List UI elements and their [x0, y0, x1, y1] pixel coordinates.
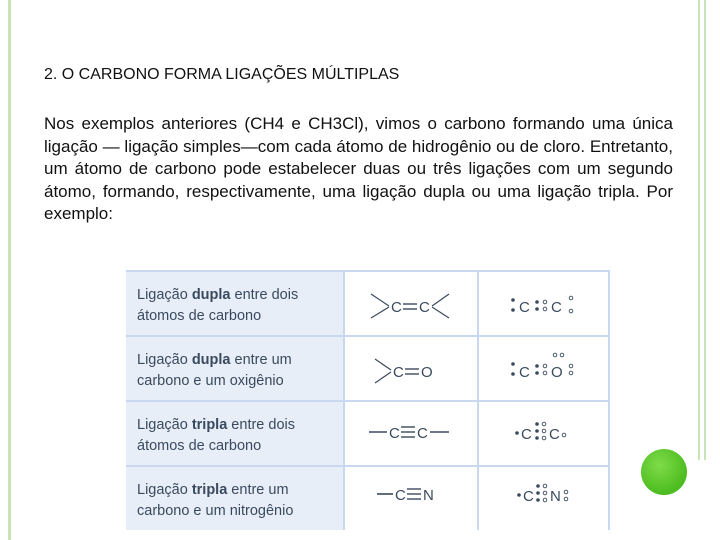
electronic-formula-cell [479, 337, 608, 400]
atom-label: C [523, 488, 534, 505]
double-bond-co-structure [345, 337, 477, 400]
structural-formula-cell [345, 337, 477, 400]
triple-bond-cc-electronic [479, 402, 608, 465]
table-row [126, 272, 610, 335]
atom-label: C [519, 299, 530, 316]
atom-label: C [519, 364, 530, 381]
row-label-cell: Ligação dupla entre um carbono e um oxigênio [126, 337, 343, 400]
atom-label: C [521, 426, 532, 443]
atom-label: C [395, 487, 406, 504]
atom-label: C [389, 425, 400, 442]
atom-label: C [417, 425, 428, 442]
atom-label: O [551, 364, 563, 381]
atom-label: C [549, 426, 560, 443]
atom-label: N [423, 487, 434, 504]
structural-formula-cell [345, 402, 477, 465]
atom-label: C [551, 299, 562, 316]
bond-table [126, 270, 610, 530]
triple-bond-cn-electronic [479, 467, 608, 530]
atom-label: N [550, 488, 561, 505]
double-bond-co-electronic [479, 337, 608, 400]
structural-formula-cell [345, 467, 477, 530]
electronic-formula-cell [479, 402, 608, 465]
row-label-cell: Ligação tripla entre dois átomos de carbono [126, 402, 343, 465]
structural-formula-cell [345, 272, 477, 335]
row-label-cell: Ligação dupla entre dois átomos de carbono [126, 272, 343, 335]
slide-frame-left [8, 0, 11, 540]
slide-frame-right [698, 0, 706, 460]
atom-label: C [393, 364, 404, 381]
double-bond-cc-electronic [479, 272, 608, 335]
atom-label: C [419, 299, 430, 316]
triple-bond-cc-structure [345, 402, 477, 465]
slide-paragraph: Nos exemplos anteriores (CH4 e CH3Cl), vimos o carbono formando uma única ligação — ligação simples—com cada átomo de hidrogênio ou de cloro. Entretanto, um átomo de carbono pode estabelecer duas ou três ligações com um segundo átomo, formando, respectivamente, uma ligação dupla ou uma ligação tripla. Por exemplo: [44, 114, 673, 223]
table-row [126, 467, 610, 530]
double-bond-cc-structure [345, 272, 477, 335]
table-row [126, 337, 610, 400]
atom-label: C [391, 299, 402, 316]
slide-title: 2. O CARBONO FORMA LIGAÇÕES MÚLTIPLAS [44, 66, 400, 83]
triple-bond-cn-structure [345, 467, 477, 530]
electronic-formula-cell [479, 272, 608, 335]
decorative-circle [641, 449, 687, 495]
table-row [126, 402, 610, 465]
row-label-cell: Ligação tripla entre um carbono e um nitrogênio [126, 467, 343, 530]
atom-label: O [421, 364, 433, 381]
electronic-formula-cell [479, 467, 608, 530]
